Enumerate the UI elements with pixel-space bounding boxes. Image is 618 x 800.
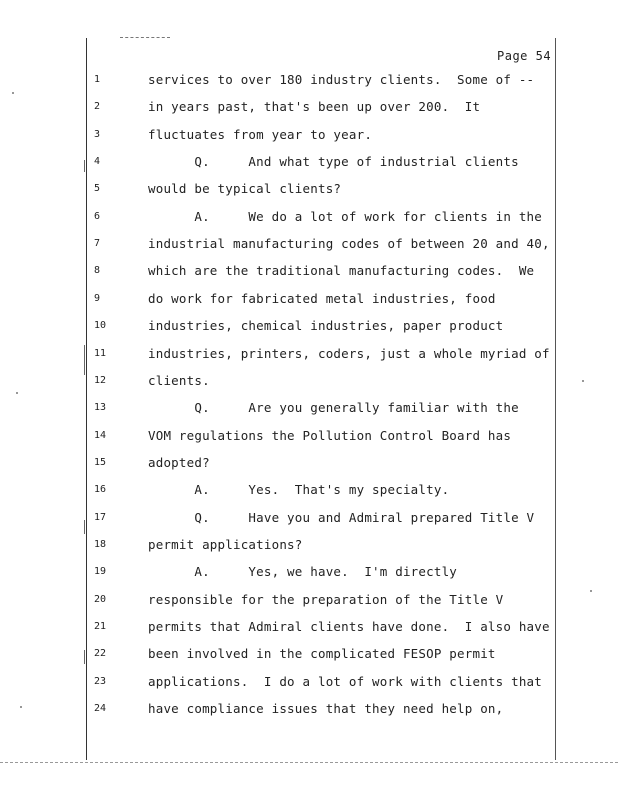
line-number: 14 — [94, 429, 107, 441]
line-number: 3 — [94, 128, 101, 140]
transcript-line: do work for fabricated metal industries, food — [148, 290, 496, 306]
transcript-line: been involved in the complicated FESOP permit — [148, 646, 496, 662]
scan-speck — [20, 706, 22, 708]
line-number: 13 — [94, 402, 107, 414]
line-number: 5 — [94, 183, 101, 195]
line-number: 11 — [94, 347, 107, 359]
transcript-line: responsible for the preparation of the Title V — [148, 591, 504, 607]
margin-mark — [84, 345, 85, 375]
transcript-line: industrial manufacturing codes of between 20 and 40, — [148, 236, 550, 252]
line-number: 21 — [94, 621, 107, 632]
line-number: 19 — [94, 566, 107, 578]
transcript-line: industries, printers, coders, just a whole myriad of — [148, 345, 550, 361]
right-margin-rule — [555, 38, 556, 760]
scan-speck — [582, 380, 584, 382]
line-number: 20 — [94, 593, 107, 605]
line-number: 6 — [94, 210, 101, 222]
line-number: 18 — [94, 538, 107, 550]
transcript-line: A. Yes, we have. I'm directly — [148, 564, 458, 580]
transcript-line: adopted? — [148, 454, 210, 470]
transcript-line: Q. Are you generally familiar with the — [148, 400, 519, 416]
line-number: 10 — [94, 320, 107, 332]
transcript-line: VOM regulations the Pollution Control Board has — [148, 427, 512, 443]
transcript-line: services to over 180 industry clients. Some of -- — [148, 72, 535, 87]
line-number: 17 — [94, 511, 107, 523]
line-number: 1 — [94, 74, 101, 85]
margin-mark — [84, 160, 85, 172]
transcript-line: A. Yes. That's my specialty. — [148, 482, 450, 498]
scan-speck — [590, 590, 592, 592]
page-number: Page 54 — [497, 49, 552, 63]
line-number: 15 — [94, 456, 107, 468]
margin-mark — [84, 650, 85, 664]
transcript-line: permit applications? — [148, 536, 303, 552]
transcript-line: industries, chemical industries, paper product — [148, 318, 504, 334]
line-number: 24 — [94, 703, 107, 715]
left-margin-rule — [86, 38, 87, 760]
transcript-line: Q. Have you and Admiral prepared Title V — [148, 509, 535, 525]
margin-mark — [84, 520, 85, 534]
transcript-line: A. We do a lot of work for clients in the — [148, 208, 543, 224]
line-number: 22 — [94, 648, 107, 660]
transcript-line: clients. — [148, 372, 210, 388]
scan-speck — [12, 92, 14, 94]
line-number: 8 — [94, 265, 101, 277]
transcript-line: applications. I do a lot of work with clients that — [148, 673, 543, 689]
scan-speck — [16, 392, 18, 394]
transcript-line: in years past, that's been up over 200. It — [148, 99, 481, 115]
transcript-line: permits that Admiral clients have done. I also have — [148, 619, 550, 634]
line-number: 4 — [94, 156, 101, 168]
transcript-line: have compliance issues that they need help on, — [148, 701, 504, 717]
top-rule — [120, 37, 170, 38]
line-number: 23 — [94, 675, 107, 687]
transcript-line: would be typical clients? — [148, 181, 342, 197]
line-number: 12 — [94, 374, 107, 386]
line-number: 9 — [94, 292, 101, 304]
line-number: 2 — [94, 101, 101, 113]
transcript-line: Q. And what type of industrial clients — [148, 154, 519, 170]
bottom-rule — [0, 762, 618, 763]
line-number: 16 — [94, 484, 107, 496]
line-number: 7 — [94, 238, 101, 250]
transcript-line: which are the traditional manufacturing codes. We — [148, 263, 535, 279]
transcript-line: fluctuates from year to year. — [148, 126, 373, 142]
